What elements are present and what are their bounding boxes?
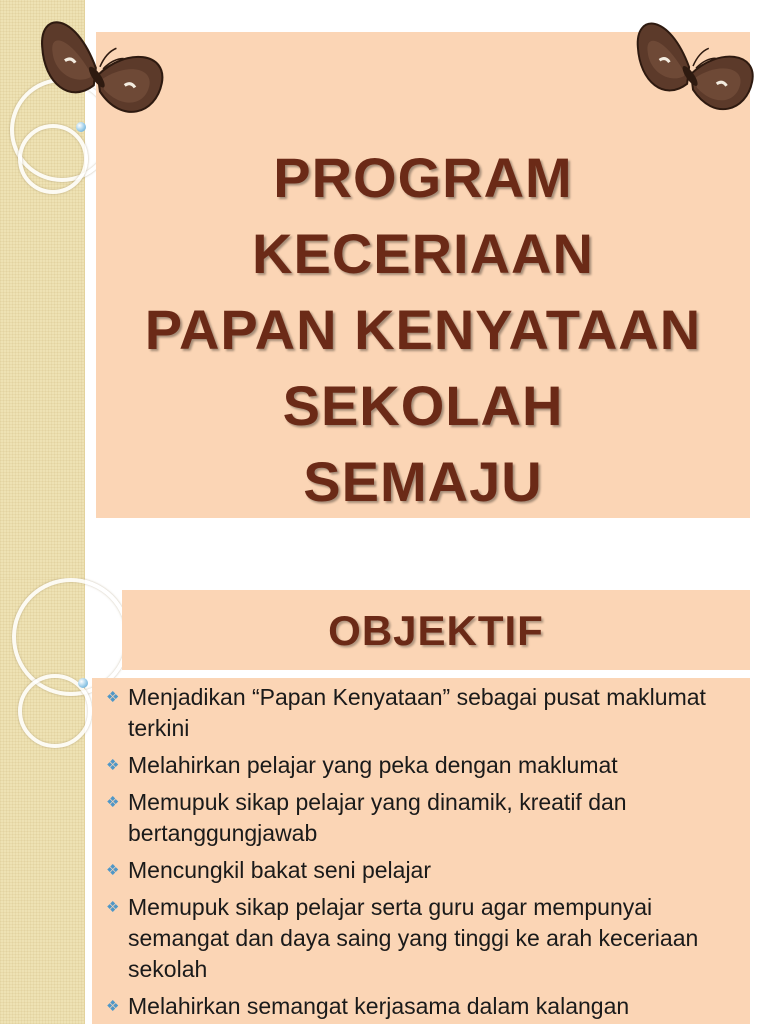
objective-text: Mencungkil bakat seni pelajar <box>128 857 432 883</box>
list-item <box>106 892 736 985</box>
title-line: KECERIAAN <box>252 222 594 285</box>
butterfly-icon <box>34 8 170 138</box>
diamond-bullet-icon: ❖ <box>106 794 120 811</box>
title-line: SEKOLAH <box>282 374 564 437</box>
slide-objectives <box>0 578 768 1024</box>
diamond-bullet-icon: ❖ <box>106 689 120 706</box>
diamond-bullet-icon: ❖ <box>106 757 120 774</box>
list-item <box>106 855 736 886</box>
diamond-bullet-icon: ❖ <box>106 899 120 916</box>
objective-text: Melahirkan pelajar yang peka dengan maklumat <box>128 752 618 778</box>
list-item <box>106 787 736 849</box>
diamond-bullet-icon: ❖ <box>106 862 120 879</box>
title-line: PAPAN KENYATAAN <box>144 298 702 361</box>
objective-text: Menjadikan “Papan Kenyataan” sebagai pusat maklumat terkini <box>128 684 706 741</box>
list-item <box>106 682 736 744</box>
objective-list <box>106 682 736 1024</box>
dot-decoration <box>78 678 88 688</box>
objective-text: Memupuk sikap pelajar yang dinamik, kreatif dan bertanggungjawab <box>128 789 627 846</box>
objective-heading: OBJEKTIF <box>328 607 544 654</box>
title-line: SEMAJU <box>303 450 543 513</box>
objective-text: Memupuk sikap pelajar serta guru agar mempunyai semangat dan daya saing yang tinggi ke arah keceriaan sekolah <box>128 894 699 982</box>
list-item <box>106 750 736 781</box>
list-item <box>106 991 736 1022</box>
butterfly-icon <box>630 8 760 136</box>
slide-title-text <box>96 140 750 520</box>
diamond-bullet-icon: ❖ <box>106 998 120 1015</box>
objective-text: Melahirkan semangat kerjasama dalam kalangan <box>128 993 630 1019</box>
title-line: PROGRAM <box>273 146 573 209</box>
